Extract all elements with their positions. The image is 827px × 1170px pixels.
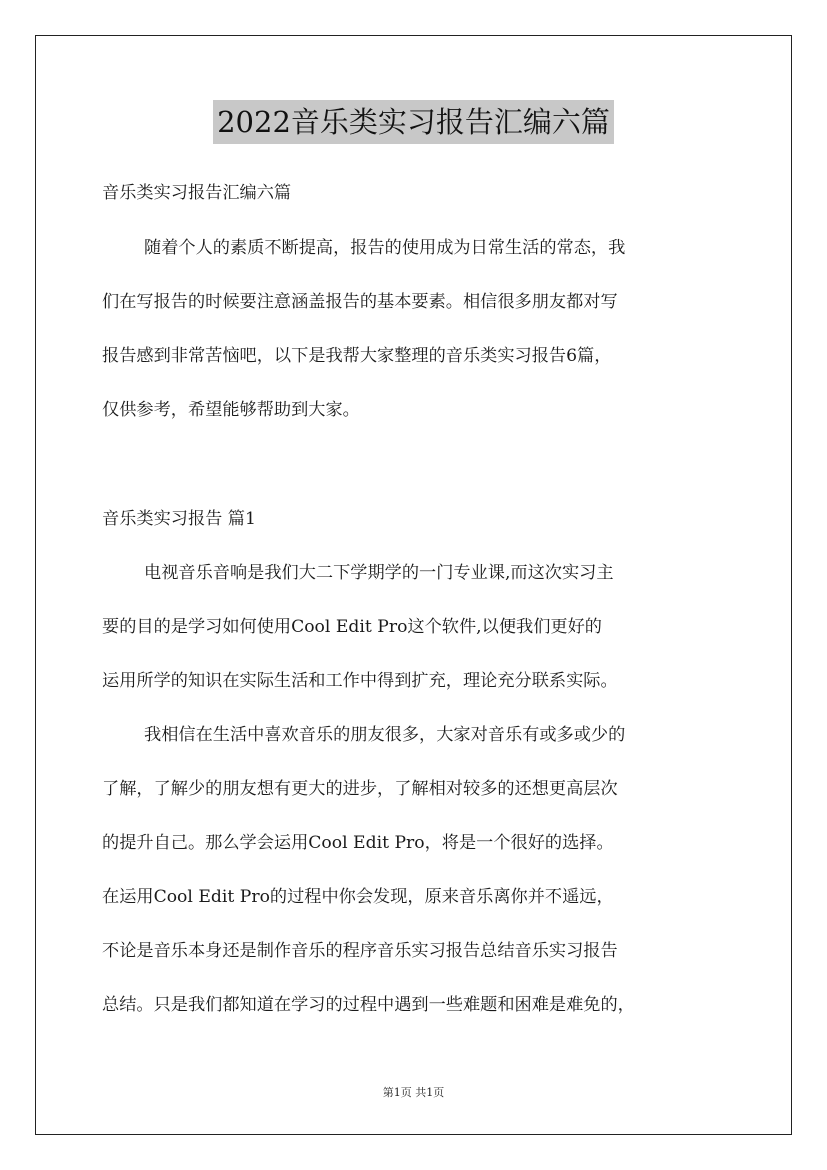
intro-line: 报告感到非常苦恼吧，以下是我帮大家整理的音乐类实习报告6篇， xyxy=(102,346,612,366)
paragraph-line: 了解，了解少的朋友想有更大的进步，了解相对较多的还想更高层次 xyxy=(102,779,618,799)
document-subtitle: 音乐类实习报告汇编六篇 xyxy=(102,183,292,203)
title-container xyxy=(0,100,827,144)
page-footer: 第1页 共1页 xyxy=(382,1086,445,1099)
paragraph-line: 要的目的是学习如何使用Cool Edit Pro这个软件,以便我们更好的 xyxy=(102,617,602,637)
intro-line: 仅供参考，希望能够帮助到大家。 xyxy=(102,400,360,420)
paragraph-line: 在运用Cool Edit Pro的过程中你会发现，原来音乐离你并不遥远， xyxy=(102,887,614,907)
paragraph-line: 运用所学的知识在实际生活和工作中得到扩充，理论充分联系实际。 xyxy=(102,671,618,691)
paragraph-line: 电视音乐音响是我们大二下学期学的一门专业课,而这次实习主 xyxy=(144,563,614,583)
paragraph-line: 我相信在生活中喜欢音乐的朋友很多，大家对音乐有或多或少的 xyxy=(144,725,626,745)
document-title: 2022音乐类实习报告汇编六篇 xyxy=(213,100,614,144)
paragraph-line: 不论是音乐本身还是制作音乐的程序音乐实习报告总结音乐实习报告 xyxy=(102,941,618,961)
paragraph-line: 总结。只是我们都知道在学习的过程中遇到一些难题和困难是难免的， xyxy=(102,995,635,1015)
paragraph-line: 的提升自己。那么学会运用Cool Edit Pro，将是一个很好的选择。 xyxy=(102,833,614,853)
section-heading: 音乐类实习报告 篇1 xyxy=(102,509,256,529)
intro-line: 们在写报告的时候要注意涵盖报告的基本要素。相信很多朋友都对写 xyxy=(102,292,618,312)
intro-line: 随着个人的素质不断提高，报告的使用成为日常生活的常态，我 xyxy=(144,238,626,258)
